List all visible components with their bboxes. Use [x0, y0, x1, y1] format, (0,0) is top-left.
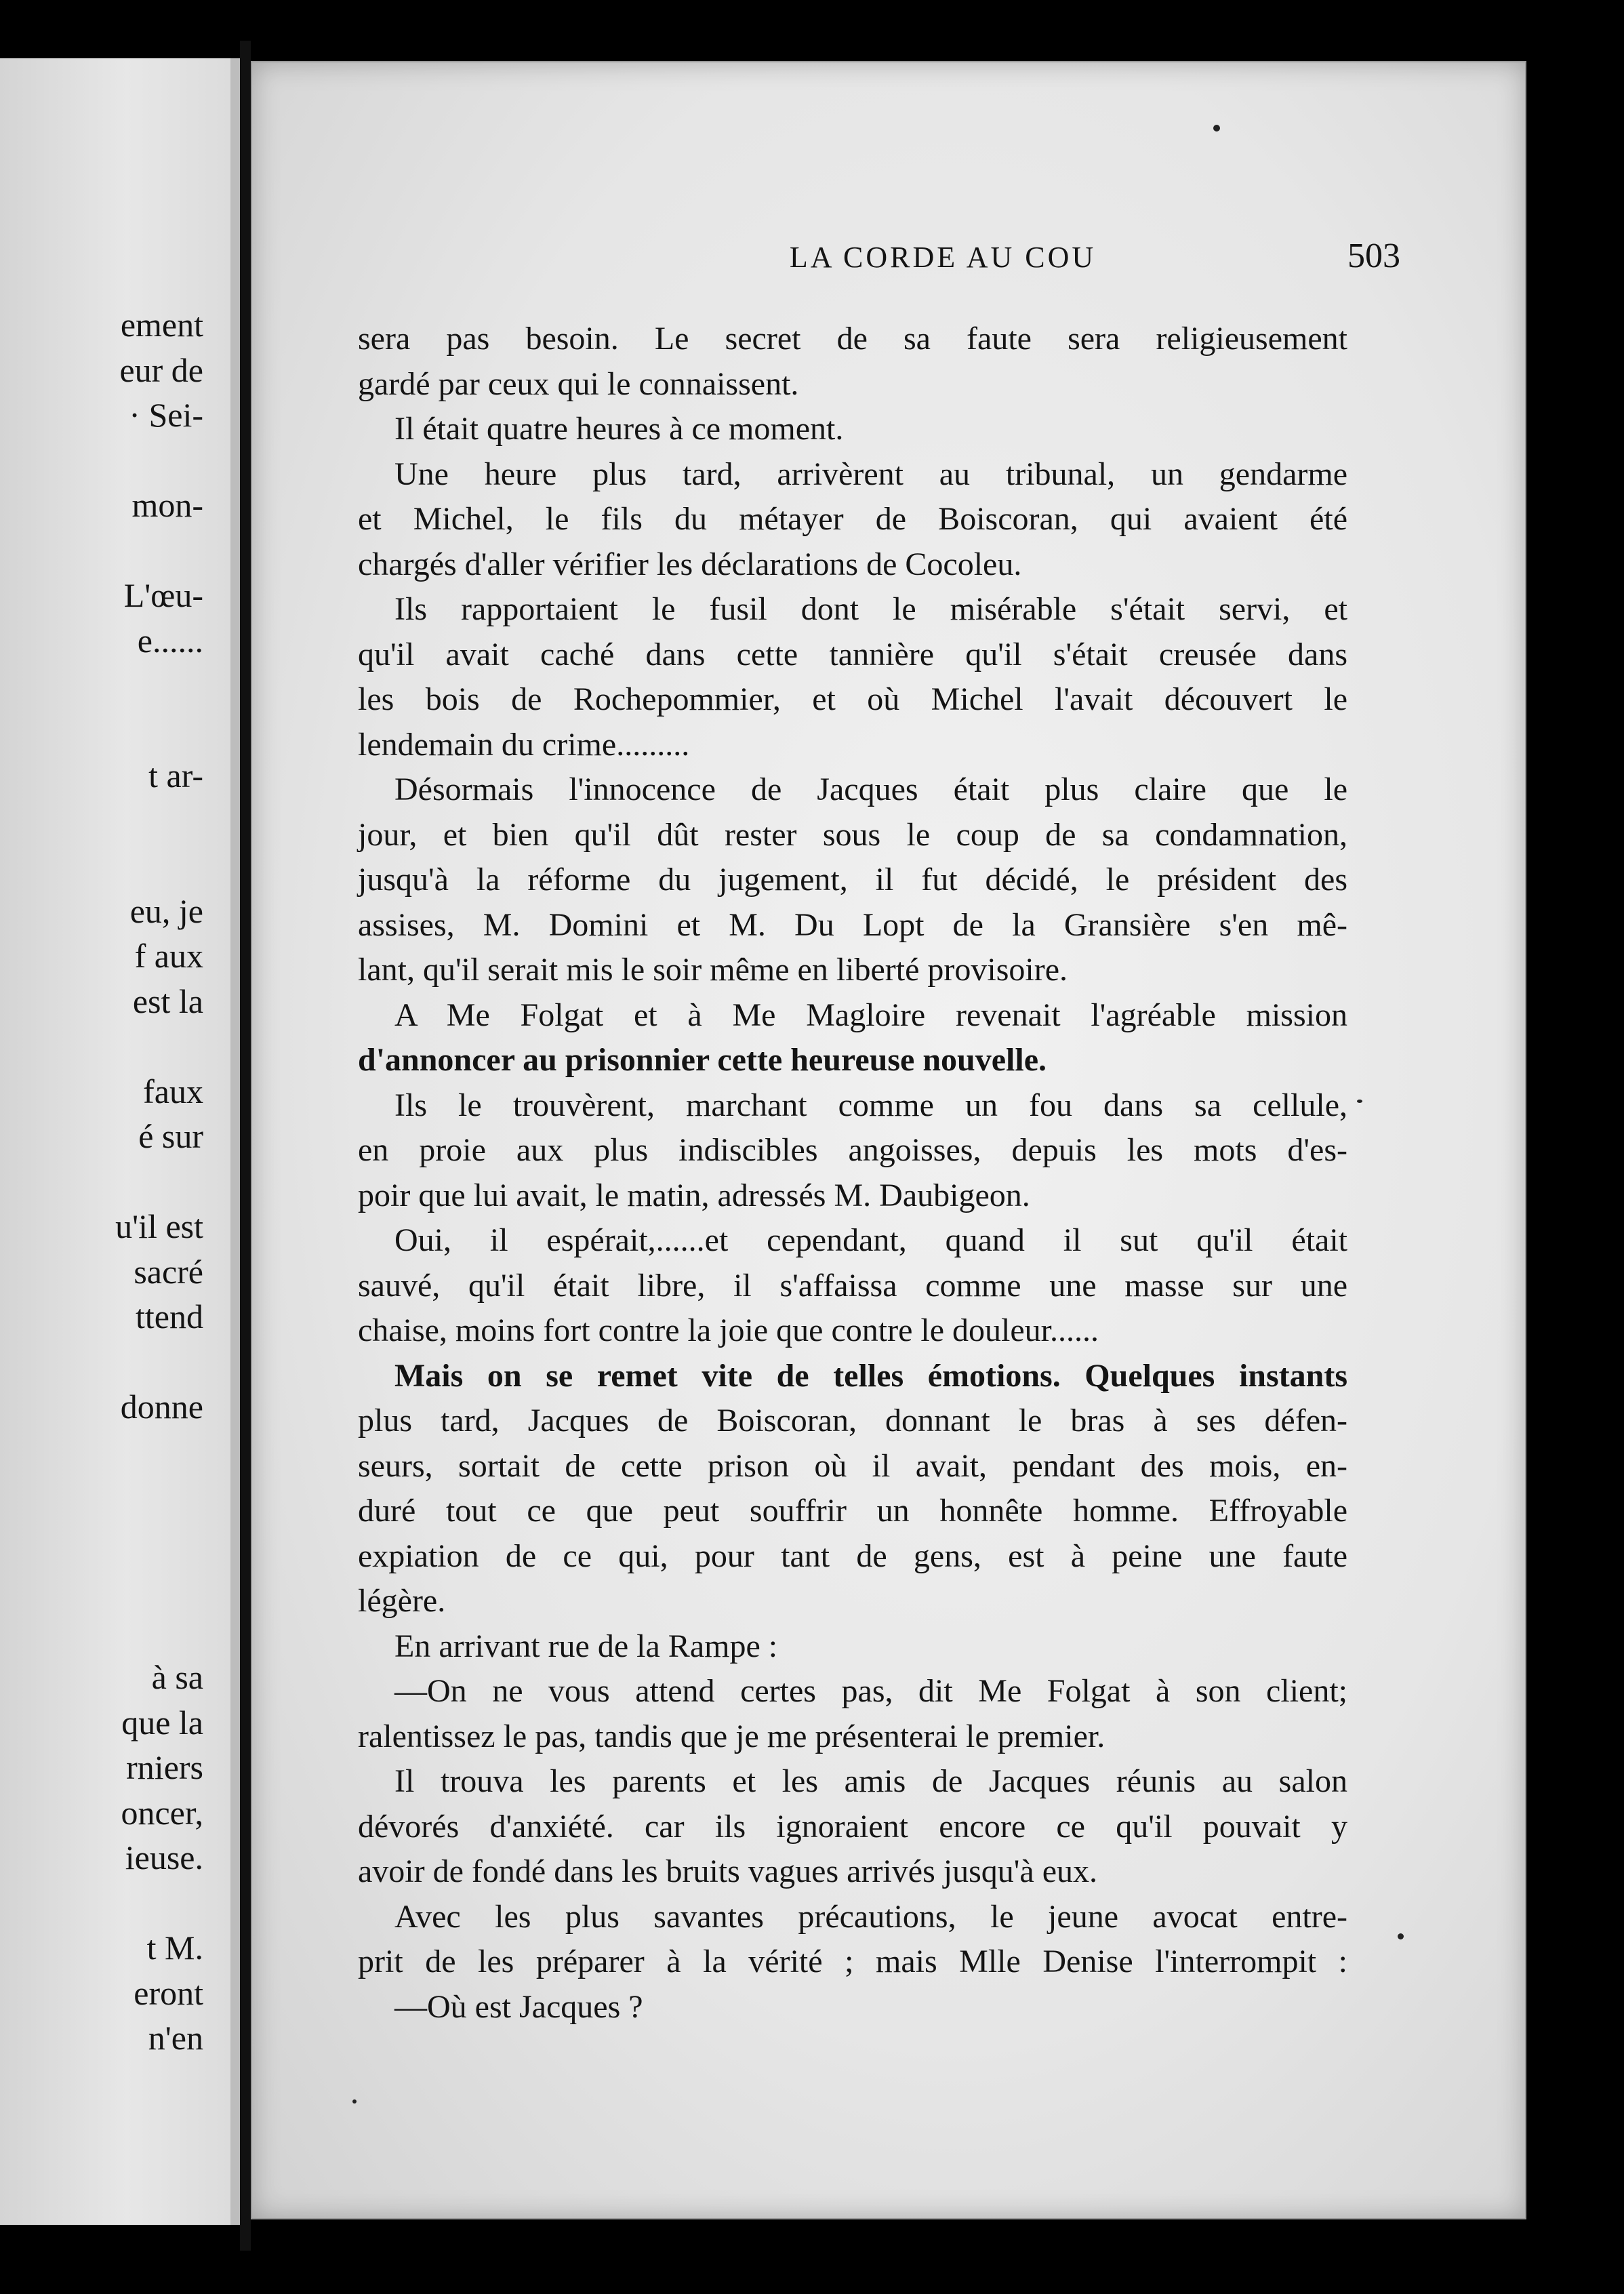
text-line: assises, M. Domini et M. Du Lopt de la Gransière s'en mê-	[358, 906, 1347, 943]
page-number: 503	[1347, 237, 1400, 275]
text-line: lant, qu'il serait mis le soir même en liberté provisoire.	[358, 952, 1068, 988]
text-line: —Où est Jacques ?	[394, 1988, 643, 2025]
book-page	[251, 61, 1526, 2219]
left-page-line: é sur	[138, 1117, 203, 1155]
book-spine-gap	[240, 41, 251, 2251]
text-line: lendemain du crime.........	[358, 726, 690, 763]
text-line: dévorés d'anxiété. car ils ignoraient encore ce qu'il pouvait y	[358, 1808, 1347, 1845]
text-line: Avec les plus savantes précautions, le jeune avocat entre-	[394, 1898, 1347, 1935]
text-line: les bois de Rochepommier, et où Michel l'avait découvert le	[358, 681, 1347, 717]
left-page-line: · Sei-	[129, 396, 203, 434]
left-page-line: donne	[120, 1388, 203, 1426]
left-page-line: rniers	[126, 1748, 203, 1786]
left-page-line: eu, je	[129, 891, 203, 930]
text-line: d'annoncer au prisonnier cette heureuse nouvelle.	[358, 1042, 1047, 1078]
text-line: légère.	[358, 1583, 446, 1619]
text-line: jour, et bien qu'il dût rester sous le coup de sa condamnation,	[358, 816, 1347, 853]
text-line: chaise, moins fort contre la joie que contre le douleur......	[358, 1312, 1099, 1348]
text-line: poir que lui avait, le matin, adressés M. Daubigeon.	[358, 1177, 1030, 1213]
text-line: Désormais l'innocence de Jacques était plus claire que le	[394, 771, 1347, 807]
text-line: prit de les préparer à la vérité ; mais Mlle Denise l'interrompit :	[358, 1944, 1347, 1979]
text-line: chargés d'aller vérifier les déclarations de Cocoleu.	[358, 546, 1022, 582]
text-line: sauvé, qu'il était libre, il s'affaissa comme une masse sur une	[358, 1267, 1347, 1304]
text-line: qu'il avait caché dans cette tannière qu'il s'était creusée dans	[358, 636, 1347, 672]
text-line: ralentissez le pas, tandis que je me présenterai le premier.	[358, 1718, 1105, 1754]
paper-speck	[352, 2099, 357, 2104]
text-line: seurs, sortait de cette prison où il avait, pendant des mois, en-	[358, 1447, 1347, 1484]
left-page-line: t M.	[146, 1929, 203, 1967]
text-line: plus tard, Jacques de Boiscoran, donnant le bras à ses défen-	[358, 1403, 1347, 1438]
left-page-line: que la	[121, 1703, 203, 1742]
left-page-line: n'en	[148, 2019, 203, 2057]
left-page-line: ttend	[136, 1297, 203, 1335]
text-line: Il trouva les parents et les amis de Jacques réunis au salon	[394, 1763, 1347, 1799]
text-line: Ils le trouvèrent, marchant comme un fou dans sa cellule,	[394, 1087, 1347, 1123]
left-page-line: est la	[132, 982, 203, 1020]
text-line: Une heure plus tard, arrivèrent au tribunal, un gendarme	[394, 456, 1347, 492]
left-page-line: ement	[120, 306, 203, 344]
text-line: gardé par ceux qui le connaissent.	[358, 365, 799, 402]
left-page-line: u'il est	[115, 1207, 203, 1245]
text-line: jusqu'à la réforme du jugement, il fut décidé, le président des	[358, 862, 1347, 898]
left-page-line: faux	[143, 1072, 203, 1110]
text-line: Oui, il espérait,......et cependant, quand il sut qu'il était	[394, 1222, 1347, 1258]
paper-speck	[1398, 1933, 1404, 1939]
left-page-line: sacré	[134, 1252, 203, 1291]
text-line: Il était quatre heures à ce moment.	[394, 411, 844, 447]
left-page-line: L'œu-	[123, 576, 203, 614]
text-line: en proie aux plus indiscibles angoisses, depuis les mots d'es-	[358, 1132, 1347, 1168]
text-line: avoir de fondé dans les bruits vagues arrivés jusqu'à eux.	[358, 1853, 1098, 1889]
paper-speck	[1357, 1100, 1362, 1103]
text-line: duré tout ce que peut souffrir un honnête homme. Effroyable	[358, 1493, 1347, 1529]
left-page-line: eront	[134, 1973, 203, 2012]
text-line: A Me Folgat et à Me Magloire revenait l'agréable mission	[394, 997, 1347, 1033]
running-head: LA CORDE AU COU	[789, 241, 1097, 274]
text-line: —On ne vous attend certes pas, dit Me Folgat à son client;	[394, 1673, 1347, 1709]
text-line: Mais on se remet vite de telles émotions. Quelques instants	[394, 1357, 1347, 1394]
left-page-line: t ar-	[148, 757, 203, 794]
body-text	[358, 317, 1347, 2030]
left-page-fragment	[0, 58, 240, 2225]
left-page-line: f aux	[134, 937, 203, 975]
left-page-line: oncer,	[121, 1793, 203, 1832]
text-line: sera pas besoin. Le secret de sa faute sera religieusement	[358, 321, 1347, 357]
left-page-line: ieuse.	[125, 1838, 203, 1876]
text-line: En arrivant rue de la Rampe :	[394, 1628, 778, 1664]
left-page-line: à sa	[151, 1658, 203, 1696]
left-page-line: eur de	[119, 350, 203, 389]
paper-speck	[1213, 125, 1220, 132]
text-line: et Michel, le fils du métayer de Boiscoran, qui avaient été	[358, 501, 1347, 537]
left-page-line: mon-	[131, 486, 203, 524]
text-line: Ils rapportaient le fusil dont le misérable s'était servi, et	[394, 591, 1347, 627]
text-line: expiation de ce qui, pour tant de gens, est à peine une faute	[358, 1537, 1347, 1574]
left-page-line: e......	[137, 621, 203, 660]
